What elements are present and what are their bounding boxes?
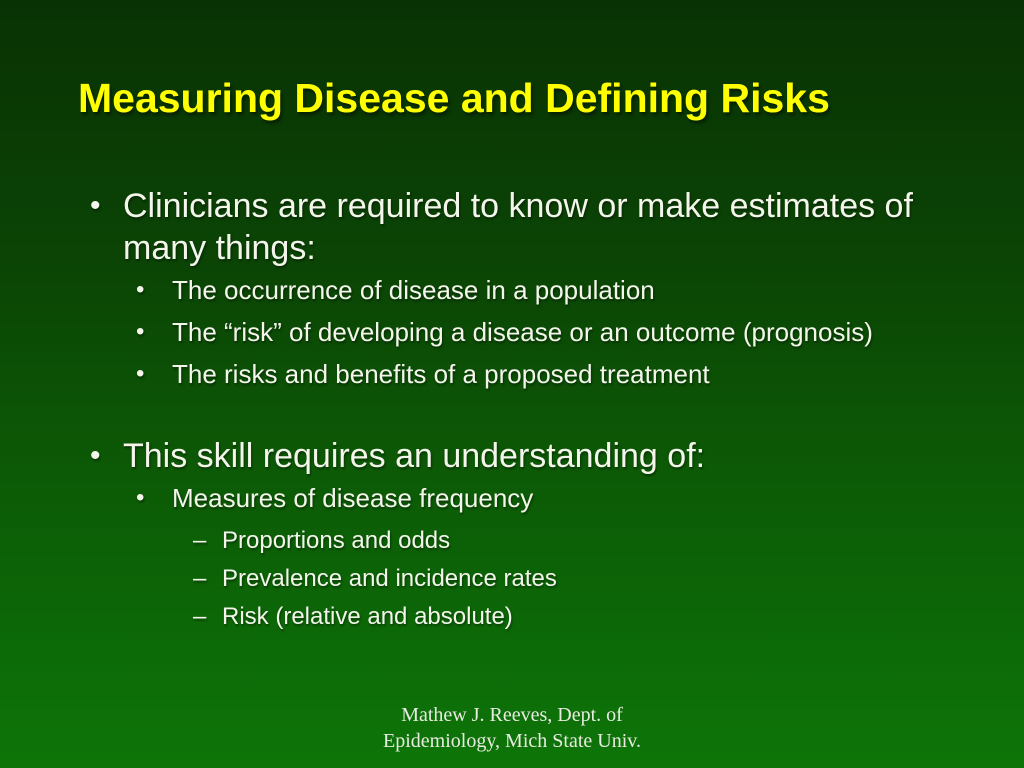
bullet-item-level3 (0, 560, 1024, 598)
bullet-dash-icon: – (193, 527, 207, 554)
bullet-item-level3 (0, 522, 1024, 560)
bullet-disc-icon: • (136, 360, 145, 387)
bullet-disc-icon: • (136, 276, 145, 303)
bullet-text: Risk (relative and absolute) (222, 603, 513, 630)
bullet-item-level2 (0, 477, 1024, 519)
bullet-disc-icon: • (136, 484, 145, 511)
bullet-item-level2 (0, 353, 1024, 395)
slide-title: Measuring Disease and Defining Risks (78, 75, 830, 121)
bullet-item-level3 (0, 598, 1024, 636)
bullet-dash-icon: – (193, 565, 207, 592)
bullet-disc-icon: • (90, 439, 101, 472)
footer-line-2: Epidemiology, Mich State Univ. (383, 730, 641, 752)
bullet-text: The occurrence of disease in a population (172, 275, 655, 305)
bullet-text: Proportions and odds (222, 527, 451, 554)
bullet-item-level1 (0, 185, 1024, 269)
footer-line-1: Mathew J. Reeves, Dept. of (401, 704, 623, 726)
bullet-dash-icon: – (193, 603, 207, 630)
bullet-item-level2 (0, 311, 1024, 353)
bullet-text: The “risk” of developing a disease or an outcome (prognosis) (172, 317, 873, 347)
slide-body (0, 185, 1024, 636)
bullet-text: This skill requires an understanding of: (123, 437, 706, 475)
bullet-text: Prevalence and incidence rates (222, 565, 557, 592)
bullet-text: Clinicians are required to know or make estimates of many things: (123, 187, 913, 267)
bullet-item-level2 (0, 269, 1024, 311)
bullet-item-level1 (0, 435, 1024, 477)
slide-footer (0, 702, 1024, 754)
bullet-text: Measures of disease frequency (172, 483, 534, 513)
bullet-text: The risks and benefits of a proposed treatment (172, 359, 710, 389)
bullet-disc-icon: • (90, 189, 101, 222)
bullet-disc-icon: • (136, 318, 145, 345)
